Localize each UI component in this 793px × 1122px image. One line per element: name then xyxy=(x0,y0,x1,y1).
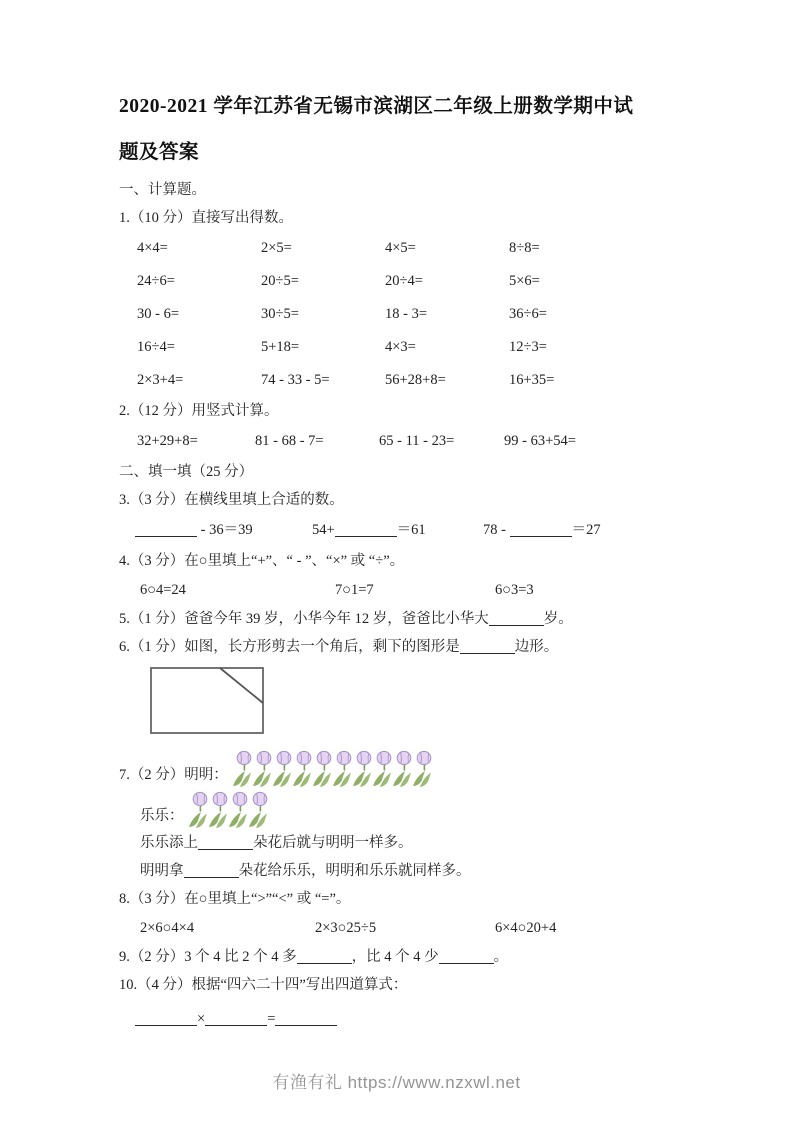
fill-item: 54+ ＝61 xyxy=(312,522,426,538)
q7-mingming-label: 7.（2 分）明明： xyxy=(119,767,228,783)
equation: 16+35= xyxy=(509,372,555,388)
equation: 2×5= xyxy=(261,240,292,256)
q3-label: 3.（3 分）在横线里填上合适的数。 xyxy=(119,492,344,508)
tulip-flower-icon xyxy=(187,791,208,829)
q2-equation-grid xyxy=(137,425,685,458)
equation: 4×4= xyxy=(137,240,168,256)
q7-mingming-row xyxy=(119,747,685,788)
q10-equation-blanks xyxy=(135,1005,685,1033)
blank-line xyxy=(297,950,352,964)
equation: 6○3=3 xyxy=(495,582,534,598)
mingming-flowers xyxy=(231,750,431,788)
equation: 30 - 6= xyxy=(137,306,180,322)
equation: 12÷3= xyxy=(509,339,547,355)
blank-line xyxy=(184,864,239,878)
watermark-footer: 有渔有礼 https://www.nzxwl.net xyxy=(272,1073,521,1092)
q9-text: 9.（2 分）3 个 4 比 2 个 4 多 ，比 4 个 4 少 。 xyxy=(119,949,509,965)
q7-line2: 明明拿 朵花给乐乐，明明和乐乐就同样多。 xyxy=(140,863,471,879)
q7-line1: 乐乐添上 朵花后就与明明一样多。 xyxy=(140,835,413,851)
blank-line xyxy=(439,950,494,964)
tulip-flower-icon xyxy=(331,750,352,788)
tulip-flower-icon xyxy=(311,750,332,788)
times-operator: × xyxy=(197,1011,206,1027)
tulip-flower-icon xyxy=(371,750,392,788)
equation: 56+28+8= xyxy=(385,372,446,388)
equation: 74 - 33 - 5= xyxy=(261,372,330,388)
blank-line xyxy=(460,640,515,654)
equation: 16÷4= xyxy=(137,339,175,355)
q5-text: 5.（1 分）爸爸今年 39 岁，小华今年 12 岁，爸爸比小华大 岁。 xyxy=(119,611,573,627)
equation: 32+29+8= xyxy=(137,433,198,449)
tulip-flower-icon xyxy=(411,750,432,788)
equation: 7○1=7 xyxy=(335,582,374,598)
blank-line xyxy=(205,1012,267,1026)
equation: 65 - 11 - 23= xyxy=(379,433,455,449)
equation: 4×5= xyxy=(385,240,416,256)
q10-label: 10.（4 分）根据“四六二十四”写出四道算式： xyxy=(119,977,408,993)
blank-line xyxy=(135,523,197,537)
blank-line xyxy=(198,836,253,850)
equation: 5+18= xyxy=(261,339,300,355)
tulip-flower-icon xyxy=(391,750,412,788)
section-2-heading: 二、填一填（25 分） xyxy=(119,464,254,480)
q2-label: 2.（12 分）用竖式计算。 xyxy=(119,403,279,419)
title-line-1: 2020-2021 学年江苏省无锡市滨湖区二年级上册数学期中试 xyxy=(119,96,634,117)
fill-item: 78 - ＝27 xyxy=(483,522,601,538)
rectangle-with-cut-corner-figure xyxy=(150,667,685,735)
q1-label: 1.（10 分）直接写出得数。 xyxy=(119,210,293,226)
title-line-2: 题及答案 xyxy=(119,142,200,163)
equation: 2×3○25÷5 xyxy=(315,920,377,936)
tulip-flower-icon xyxy=(247,791,268,829)
tulip-flower-icon xyxy=(207,791,228,829)
q7-lele-label: 乐乐： xyxy=(140,808,184,824)
q8-label: 8.（3 分）在○里填上“>”“<” 或 “=”。 xyxy=(119,891,351,907)
equation: 2×6○4×4 xyxy=(140,920,195,936)
blank-line xyxy=(489,612,544,626)
q7-lele-row xyxy=(119,788,685,829)
q1-equation-grid xyxy=(137,232,685,397)
equation: 99 - 63+54= xyxy=(504,433,576,449)
equals-operator: = xyxy=(267,1011,276,1027)
fill-item: - 36＝39 xyxy=(135,514,312,547)
tulip-flower-icon xyxy=(231,750,252,788)
blank-line xyxy=(335,523,397,537)
tulip-flower-icon xyxy=(227,791,248,829)
q6-text: 6.（1 分）如图，长方形剪去一个角后，剩下的图形是 边形。 xyxy=(119,639,559,655)
equation: 2×3+4= xyxy=(137,372,184,388)
equation: 8÷8= xyxy=(509,240,540,256)
blank-line xyxy=(510,523,572,537)
q8-fill-row xyxy=(140,913,685,943)
tulip-flower-icon xyxy=(291,750,312,788)
equation: 81 - 68 - 7= xyxy=(255,433,324,449)
blank-line xyxy=(275,1012,337,1026)
equation: 6○4=24 xyxy=(140,582,186,598)
tulip-flower-icon xyxy=(351,750,372,788)
lele-flowers xyxy=(187,791,267,829)
equation: 20÷4= xyxy=(385,273,423,289)
equation: 20÷5= xyxy=(261,273,299,289)
q4-fill-row xyxy=(140,575,685,605)
q4-label: 4.（3 分）在○里填上“+”、“ - ”、“×” 或 “÷”。 xyxy=(119,553,405,569)
tulip-flower-icon xyxy=(271,750,292,788)
document-title xyxy=(119,84,685,176)
q3-fill-row xyxy=(135,514,685,547)
tulip-flower-icon xyxy=(251,750,272,788)
equation: 30÷5= xyxy=(261,306,299,322)
equation: 18 - 3= xyxy=(385,306,428,322)
section-1-heading: 一、计算题。 xyxy=(119,182,206,198)
equation: 24÷6= xyxy=(137,273,175,289)
equation: 36÷6= xyxy=(509,306,547,322)
equation: 6×4○20+4 xyxy=(495,920,557,936)
equation: 4×3= xyxy=(385,339,416,355)
blank-line xyxy=(135,1012,197,1026)
equation: 5×6= xyxy=(509,273,540,289)
rectangle-figure-drawing xyxy=(150,667,265,735)
